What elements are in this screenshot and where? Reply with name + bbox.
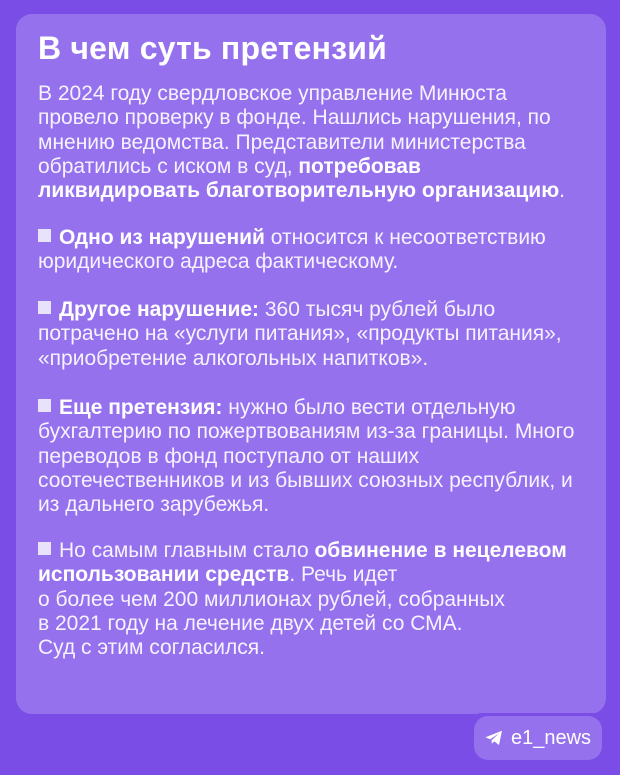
intro-highlight: потребовав ликвидировать благотворительную организацию bbox=[38, 154, 560, 203]
bullet-square-icon bbox=[38, 542, 51, 555]
intro-paragraph bbox=[38, 82, 586, 203]
violation-4-line-3: в 2021 году на лечение двух детей со СМА. bbox=[38, 611, 463, 635]
telegram-icon bbox=[485, 730, 503, 746]
violation-2-text: 360 тысяч рублей было потрачено на «услуги питания», «продукты питания», «приобретение алкогольных напитков». bbox=[38, 298, 562, 370]
violation-item-3 bbox=[38, 396, 586, 517]
violation-2-heading: Другое нарушение: bbox=[59, 298, 260, 321]
violation-1-text: относится к несоответствию юридического адреса фактическому. bbox=[38, 226, 546, 274]
bullet-square-icon bbox=[38, 229, 51, 242]
violation-3-heading: Еще претензия: bbox=[59, 396, 223, 419]
source-badge[interactable] bbox=[474, 716, 602, 760]
violation-3-text: нужно было вести отдельную бухгалтерию по пожертвованиям из-за границы. Много переводов в фонд поступало от наших соотечественников и из бывших союзных республик, и из дальнего зарубежья. bbox=[38, 396, 575, 517]
violation-4-lead: Но самым главным стало bbox=[59, 539, 315, 562]
violation-1-heading: Одно из нарушений bbox=[59, 226, 265, 249]
violation-item-4 bbox=[38, 539, 586, 660]
intro-end: . bbox=[559, 179, 565, 203]
violation-4-text: . Речь идет bbox=[289, 563, 398, 587]
violation-4-highlight: обвинение в нецелевом использовании средств bbox=[38, 539, 567, 587]
source-label: e1_news bbox=[510, 726, 592, 749]
violation-item-1 bbox=[38, 226, 586, 275]
source-badge-notch bbox=[466, 713, 620, 775]
page-title: В чем суть претензий bbox=[38, 30, 388, 66]
violation-4-line-2: о более чем 200 миллионах рублей, собранных bbox=[38, 587, 505, 611]
bullet-square-icon bbox=[38, 301, 51, 314]
intro-text: В 2024 году свердловское управление Минюста провело проверку в фонде. Нашлись нарушения, по мнению ведомства. Представители министерства обратились с иском в суд, bbox=[38, 82, 551, 178]
violation-4-line-4: Суд с этим согласился. bbox=[38, 636, 266, 660]
bullet-square-icon bbox=[38, 399, 51, 412]
violation-item-2 bbox=[38, 298, 586, 371]
